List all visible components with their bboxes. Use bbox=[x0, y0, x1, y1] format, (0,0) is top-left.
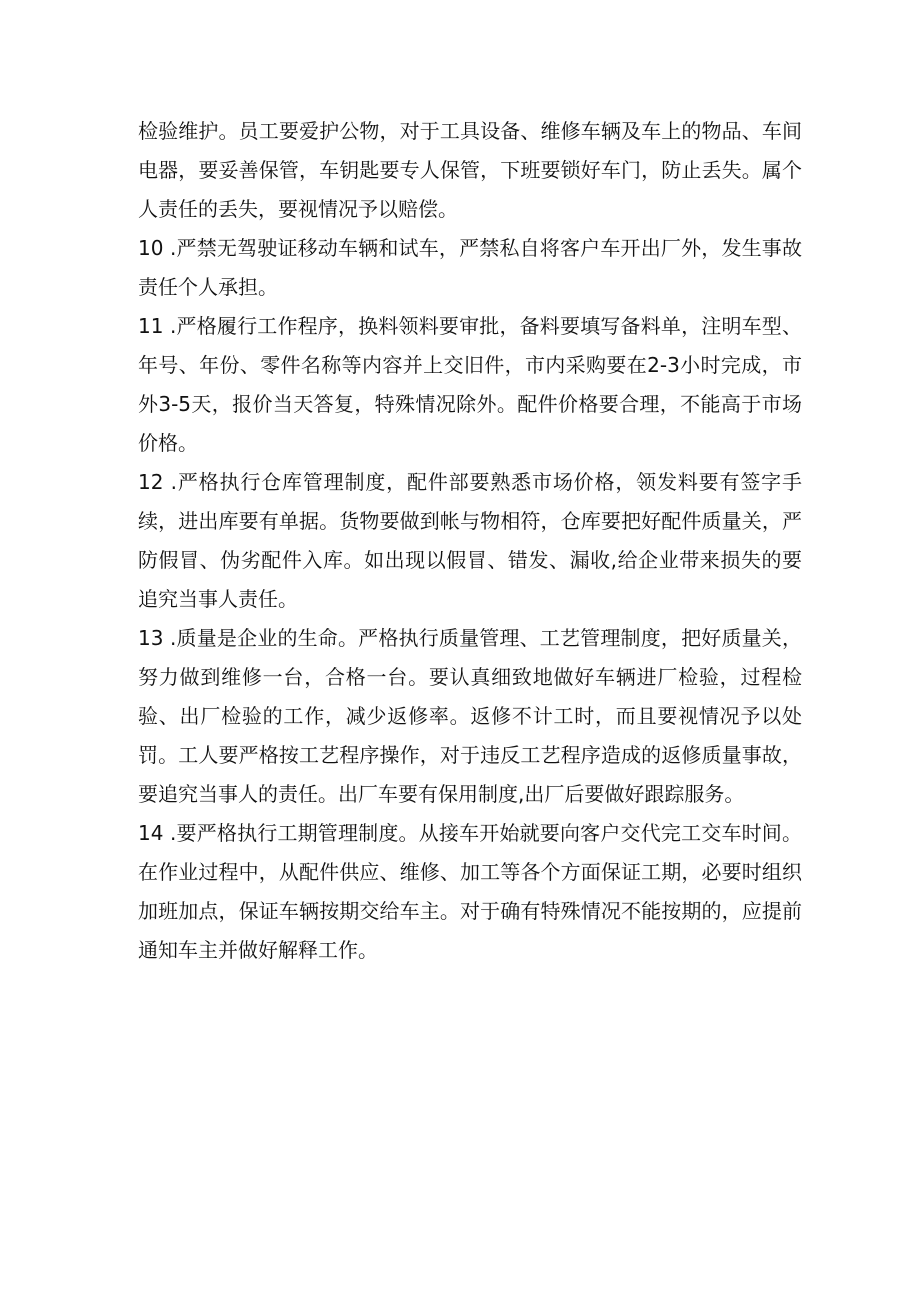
document-body bbox=[138, 112, 802, 970]
paragraph-item-13: 13 .质量是企业的生命。严格执行质量管理、工艺管理制度，把好质量关，努力做到维修一台，合格一台。要认真细致地做好车辆进厂检验，过程检验、出厂检验的工作，减少返修率。返修不计工时，而且要视情况予以处罚。工人要严格按工艺程序操作，对于违反工艺程序造成的返修质量事故，要追究当事人的责任。出厂车要有保用制度,出厂后要做好跟踪服务。 bbox=[138, 626, 802, 806]
paragraph-continued-inspection: 检验维护。员工要爱护公物，对于工具设备、维修车辆及车上的物品、车间电器，要妥善保管，车钥匙要专人保管，下班要锁好车门，防止丢失。属个人责任的丢失，要视情况予以赔偿。 bbox=[138, 119, 802, 221]
paragraph-item-10: 10 .严禁无驾驶证移动车辆和试车，严禁私自将客户车开出厂外，发生事故责任个人承担。 bbox=[138, 236, 802, 299]
paragraph-item-11: 11 .严格履行工作程序，换料领料要审批，备料要填写备料单，注明车型、年号、年份、零件名称等内容并上交旧件，市内采购要在2-3小时完成，市外3-5天，报价当天答复，特殊情况除外。配件价格要合理，不能高于市场价格。 bbox=[138, 314, 802, 455]
paragraph-item-14: 14 .要严格执行工期管理制度。从接车开始就要向客户交代完工交车时间。在作业过程中，从配件供应、维修、加工等各个方面保证工期，必要时组织加班加点，保证车辆按期交给车主。对于确有特殊情况不能按期的，应提前通知车主并做好解释工作。 bbox=[138, 821, 802, 962]
paragraph-item-12: 12 .严格执行仓库管理制度，配件部要熟悉市场价格，领发料要有签字手续，进出库要有单据。货物要做到帐与物相符，仓库要把好配件质量关，严防假冒、伪劣配件入库。如出现以假冒、错发、漏收,给企业带来损失的要追究当事人责任。 bbox=[138, 470, 802, 611]
